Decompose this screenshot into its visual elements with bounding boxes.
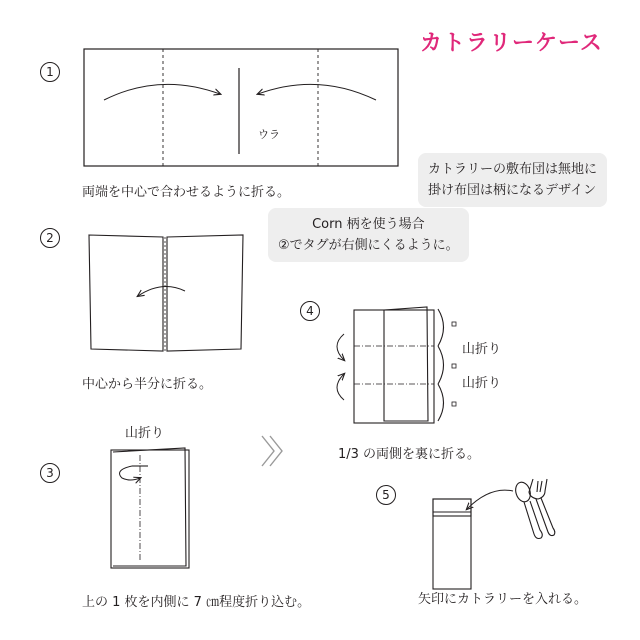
step-5-diagram [433,490,513,589]
design-note-line-1: カトラリーの敷布団は無地に [428,162,598,177]
step-5-caption: 矢印にカトラリーを入れる。 [418,592,588,607]
step-4-diagram [337,307,456,423]
back-side-label: ウラ [258,128,280,141]
step-1-number: 1 [40,62,60,82]
step-3-number: 3 [40,463,60,483]
step-4-number: 4 [300,301,320,321]
mountain-fold-label-lower: 山折り [462,376,502,391]
step-5-number: 5 [376,485,396,505]
step-2-diagram [89,235,243,351]
mountain-fold-label: 山折り [125,426,165,441]
step-1-caption: 両端を中心で合わせるように折る。 [82,185,291,200]
step-3-caption: 上の 1 枚を内側に 7 ㎝程度折り込む。 [82,595,311,610]
corn-note-line-2: ②でタグが右側にくるように。 [278,238,459,253]
step-3-diagram [111,448,189,568]
fork-icon [529,479,555,536]
mountain-fold-label-upper: 山折り [462,342,502,357]
design-note-line-2: 掛け布団は柄になるデザイン [428,183,597,198]
spoon-icon [513,480,542,538]
design-note-bubble [418,153,607,207]
corn-note-line-1: Corn 柄を使う場合 [312,217,425,232]
page-title: カトラリーケース [420,31,603,56]
step-2-caption: 中心から半分に折る。 [82,377,213,392]
step-2-number: 2 [40,228,60,248]
step-4-caption: 1/3 の両側を裏に折る。 [338,447,481,462]
step-1-diagram [84,49,398,166]
chevron-right-double-icon [262,436,282,466]
corn-note-bubble [268,208,469,262]
